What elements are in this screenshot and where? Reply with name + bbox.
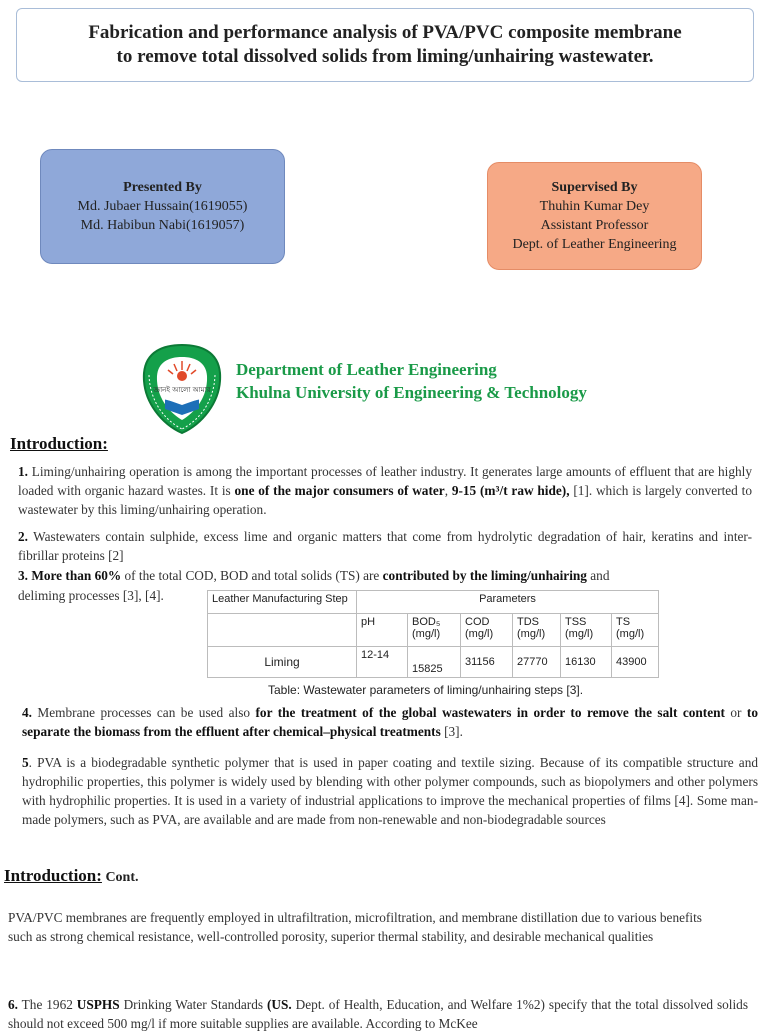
table-header-ph: pH: [357, 614, 408, 647]
title-line-2: to remove total dissolved solids from liming/unhairing wastewater.: [116, 46, 654, 67]
p4-bold-b: to separate the biomass from the effluent after chemical–physical treatments: [22, 705, 758, 739]
table-header-bod: BOD₅ (mg/l): [408, 614, 461, 647]
university-name: Khulna University of Engineering & Technology: [236, 383, 587, 402]
p1-text-c: [1]. which is largely converted to wastewater by this liming/unhairing operation.: [18, 483, 752, 517]
p2-number: 2.: [18, 529, 28, 544]
intro-cont-heading-main: Introduction:: [4, 866, 102, 885]
p3-number: 3.: [18, 568, 28, 583]
p3-bold-a: More than 60%: [31, 568, 122, 583]
table-cell-ts: 43900: [612, 647, 659, 678]
p4-text-b: or: [724, 705, 747, 720]
p5-number: 5: [22, 755, 29, 770]
p6-bold-b: (US.: [266, 997, 292, 1012]
supervisor-dept: Dept. of Leather Engineering: [512, 237, 677, 252]
table-row-liming-label: Liming: [208, 647, 357, 678]
table-empty-cell: [208, 614, 357, 647]
p1-text-b: ,: [444, 483, 452, 498]
intro-cont-suffix: Cont.: [101, 870, 139, 885]
table-header-step: Leather Manufacturing Step: [208, 591, 357, 614]
p6-number: 6.: [8, 997, 18, 1012]
table-cell-bod: 15825: [408, 647, 461, 678]
supervisor-title: Assistant Professor: [540, 218, 649, 233]
p6-text-c: Dept. of Health, Education, and Welfare 1%2) specify that the total dissolved solids should not exceed 500 mg/l if more suitable supplies are available. According to McKee: [8, 997, 748, 1031]
p1-bold-a: one of the major consumers of water: [234, 483, 445, 498]
table-cell-cod: 31156: [461, 647, 513, 678]
presented-by-box: [40, 149, 285, 264]
p4-number: 4.: [22, 705, 32, 720]
intro-paragraph-1: [18, 462, 752, 519]
p3-text-b: and: [586, 568, 610, 583]
presenter-name-1: Md. Jubaer Hussain(1619055): [77, 199, 248, 214]
university-seal-icon: [140, 343, 224, 435]
table-header-parameters: Parameters: [357, 591, 659, 614]
p6-bold-a: USPHS: [76, 997, 120, 1012]
wastewater-parameters-table: [207, 590, 659, 678]
p4-text-a: Membrane processes can be used also: [31, 705, 256, 720]
poster-title: [16, 8, 754, 82]
table-header-tds: TDS (mg/l): [513, 614, 561, 647]
p3-bold-b: contributed by the liming/unhairing: [382, 568, 587, 583]
table-header-ts: TS (mg/l): [612, 614, 659, 647]
department-name: Department of Leather Engineering: [236, 360, 497, 379]
introduction-heading: Introduction:: [10, 434, 108, 453]
p6-text-b: Drinking Water Standards: [119, 997, 267, 1012]
intro-paragraph-5: [22, 753, 758, 829]
presented-by-heading: Presented By: [123, 180, 202, 195]
supervised-by-box: [487, 162, 702, 270]
table-header-cod: COD (mg/l): [461, 614, 513, 647]
table-cell-tds: 27770: [513, 647, 561, 678]
p1-bold-b: 9-15 (m³/t raw hide),: [451, 483, 570, 498]
table-cell-ph: 12-14: [357, 647, 408, 678]
table-caption: Table: Wastewater parameters of liming/unhairing steps [3].: [268, 683, 584, 697]
p4-bold-a: for the treatment of the global wastewaters in order to remove the salt content: [255, 705, 725, 720]
intro-cont-paragraph-1: PVA/PVC membranes are frequently employed in ultrafiltration, microfiltration, and membrane distillation due to various benefits such as strong chemical resistance, well-controlled porosity, superior thermal stability, and desirable mechanical qualities: [8, 910, 702, 944]
p3-line-2: deliming processes [3], [4].: [18, 588, 164, 603]
p6-text-a: The 1962: [17, 997, 77, 1012]
intro-paragraph-4: [22, 703, 758, 741]
title-line-1: Fabrication and performance analysis of PVA/PVC composite membrane: [88, 22, 682, 43]
supervised-by-heading: Supervised By: [551, 180, 638, 195]
introduction-cont-heading: [4, 866, 139, 886]
supervisor-name: Thuhin Kumar Dey: [539, 199, 650, 214]
p2-text: Wastewaters contain sulphide, excess lime and organic matters that come from hydrolytic degradation of hair, keratins and inter-fibrillar proteins [2]: [18, 529, 752, 563]
presenter-name-2: Md. Habibun Nabi(1619057): [80, 218, 245, 233]
intro-cont-paragraph-6: [8, 995, 748, 1033]
department-heading: [236, 358, 587, 404]
p1-text-a: Liming/unhairing operation is among the important processes of leather industry. It generates large amounts of effluent that are highly loaded with organic hazard wastes. It is: [18, 464, 752, 498]
intro-paragraph-2: [18, 527, 752, 565]
university-logo: [140, 343, 224, 435]
table-header-tss: TSS (mg/l): [561, 614, 612, 647]
logo-inner-text: জ্ঞানই আলো আমার: [153, 386, 211, 394]
p4-text-c: [3].: [440, 724, 463, 739]
p5-text: . PVA is a biodegradable synthetic polymer that is used in paper coating and textile sizing. Because of its compatible structure and hydrophilic properties, this polymer is widely used by blending with other polymer compounds, such as biopolymers and other polymers with hydrophilic properties. It is used in a variety of industrial applications to improve the mechanical properties of films [4]. Some man-made polymers, such as PVA, are available and are made from non-renewable and non-biodegradable sources: [22, 755, 758, 827]
intro-paragraph-3: [18, 566, 758, 585]
p3-text-a: of the total COD, BOD and total solids (TS) are: [121, 568, 383, 583]
table-cell-tss: 16130: [561, 647, 612, 678]
p1-number: 1.: [18, 464, 28, 479]
